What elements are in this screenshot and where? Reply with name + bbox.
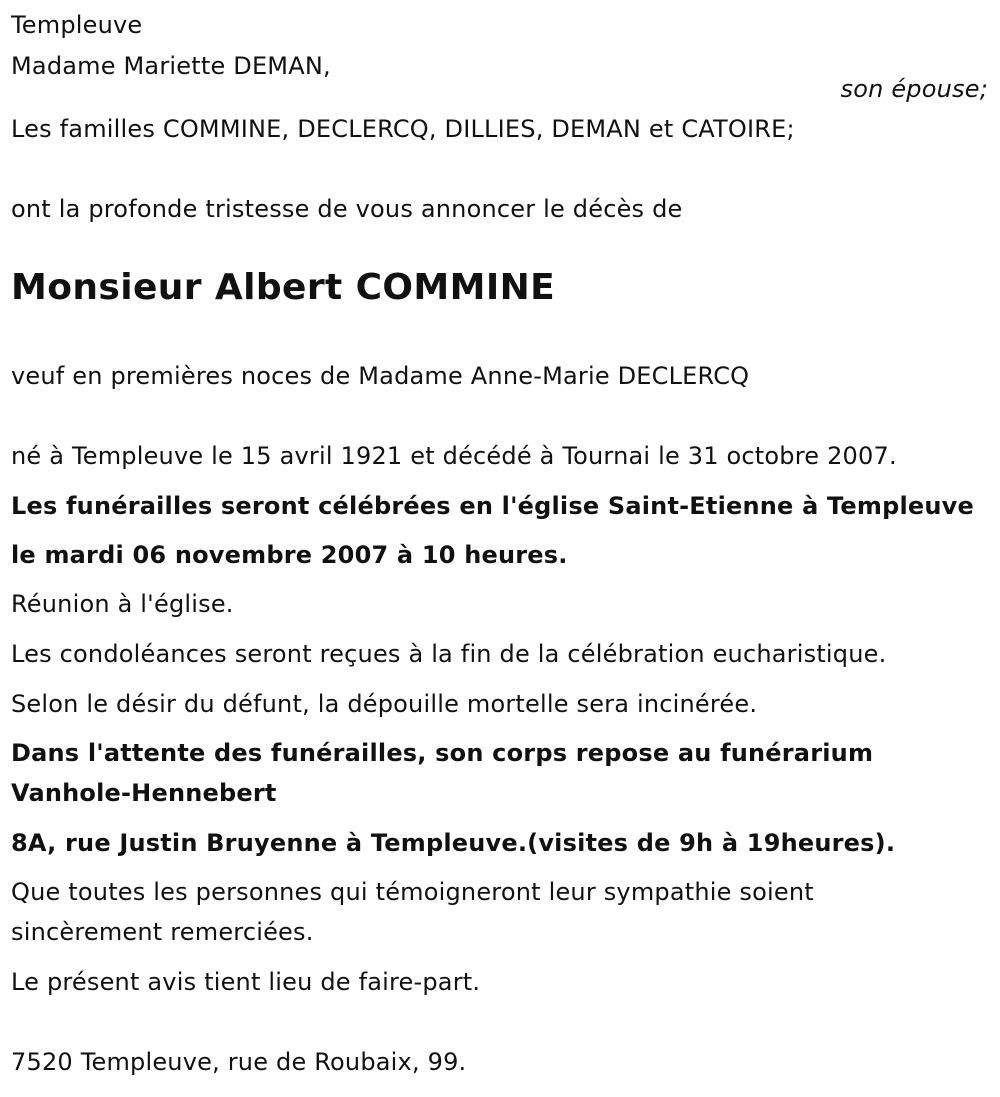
funeral-line-2: le mardi 06 novembre 2007 à 10 heures. <box>11 541 568 569</box>
condolences-line: Les condoléances seront reçues à la fin de la célébration eucharistique. <box>11 640 887 668</box>
repose-line-1: Dans l'attente des funérailles, son corps repose au funérarium <box>11 739 874 767</box>
repose-line-2: Vanhole-Hennebert <box>11 779 277 807</box>
widow-line: Madame Mariette DEMAN, <box>11 52 331 80</box>
deceased-name: Monsieur Albert COMMINE <box>11 267 556 308</box>
cremation-line: Selon le désir du défunt, la dépouille mortelle sera incinérée. <box>11 690 758 718</box>
birth-death-line: né à Templeuve le 15 avril 1921 et décédé à Tournai le 31 octobre 2007. <box>11 442 897 470</box>
thanks-line-1: Que toutes les personnes qui témoigneront leur sympathie soient <box>11 878 814 906</box>
address-visits-line: 8A, rue Justin Bruyenne à Templeuve.(visites de 9h à 19heures). <box>11 829 896 857</box>
announcement-line: ont la profonde tristesse de vous annoncer le décès de <box>11 195 683 223</box>
widow-role: son épouse; <box>840 75 988 103</box>
funeral-line-1: Les funérailles seront célébrées en l'église Saint-Etienne à Templeuve <box>11 492 974 520</box>
meeting-line: Réunion à l'église. <box>11 590 234 618</box>
faire-part-line: Le présent avis tient lieu de faire-part. <box>11 968 481 996</box>
place-line: Templeuve <box>11 11 143 39</box>
thanks-line-2: sincèrement remerciées. <box>11 918 314 946</box>
marriage-note: veuf en premières noces de Madame Anne-Marie DECLERCQ <box>11 362 750 390</box>
families-line: Les familles COMMINE, DECLERCQ, DILLIES, DEMAN et CATOIRE; <box>11 115 795 143</box>
home-address-line: 7520 Templeuve, rue de Roubaix, 99. <box>11 1048 467 1076</box>
